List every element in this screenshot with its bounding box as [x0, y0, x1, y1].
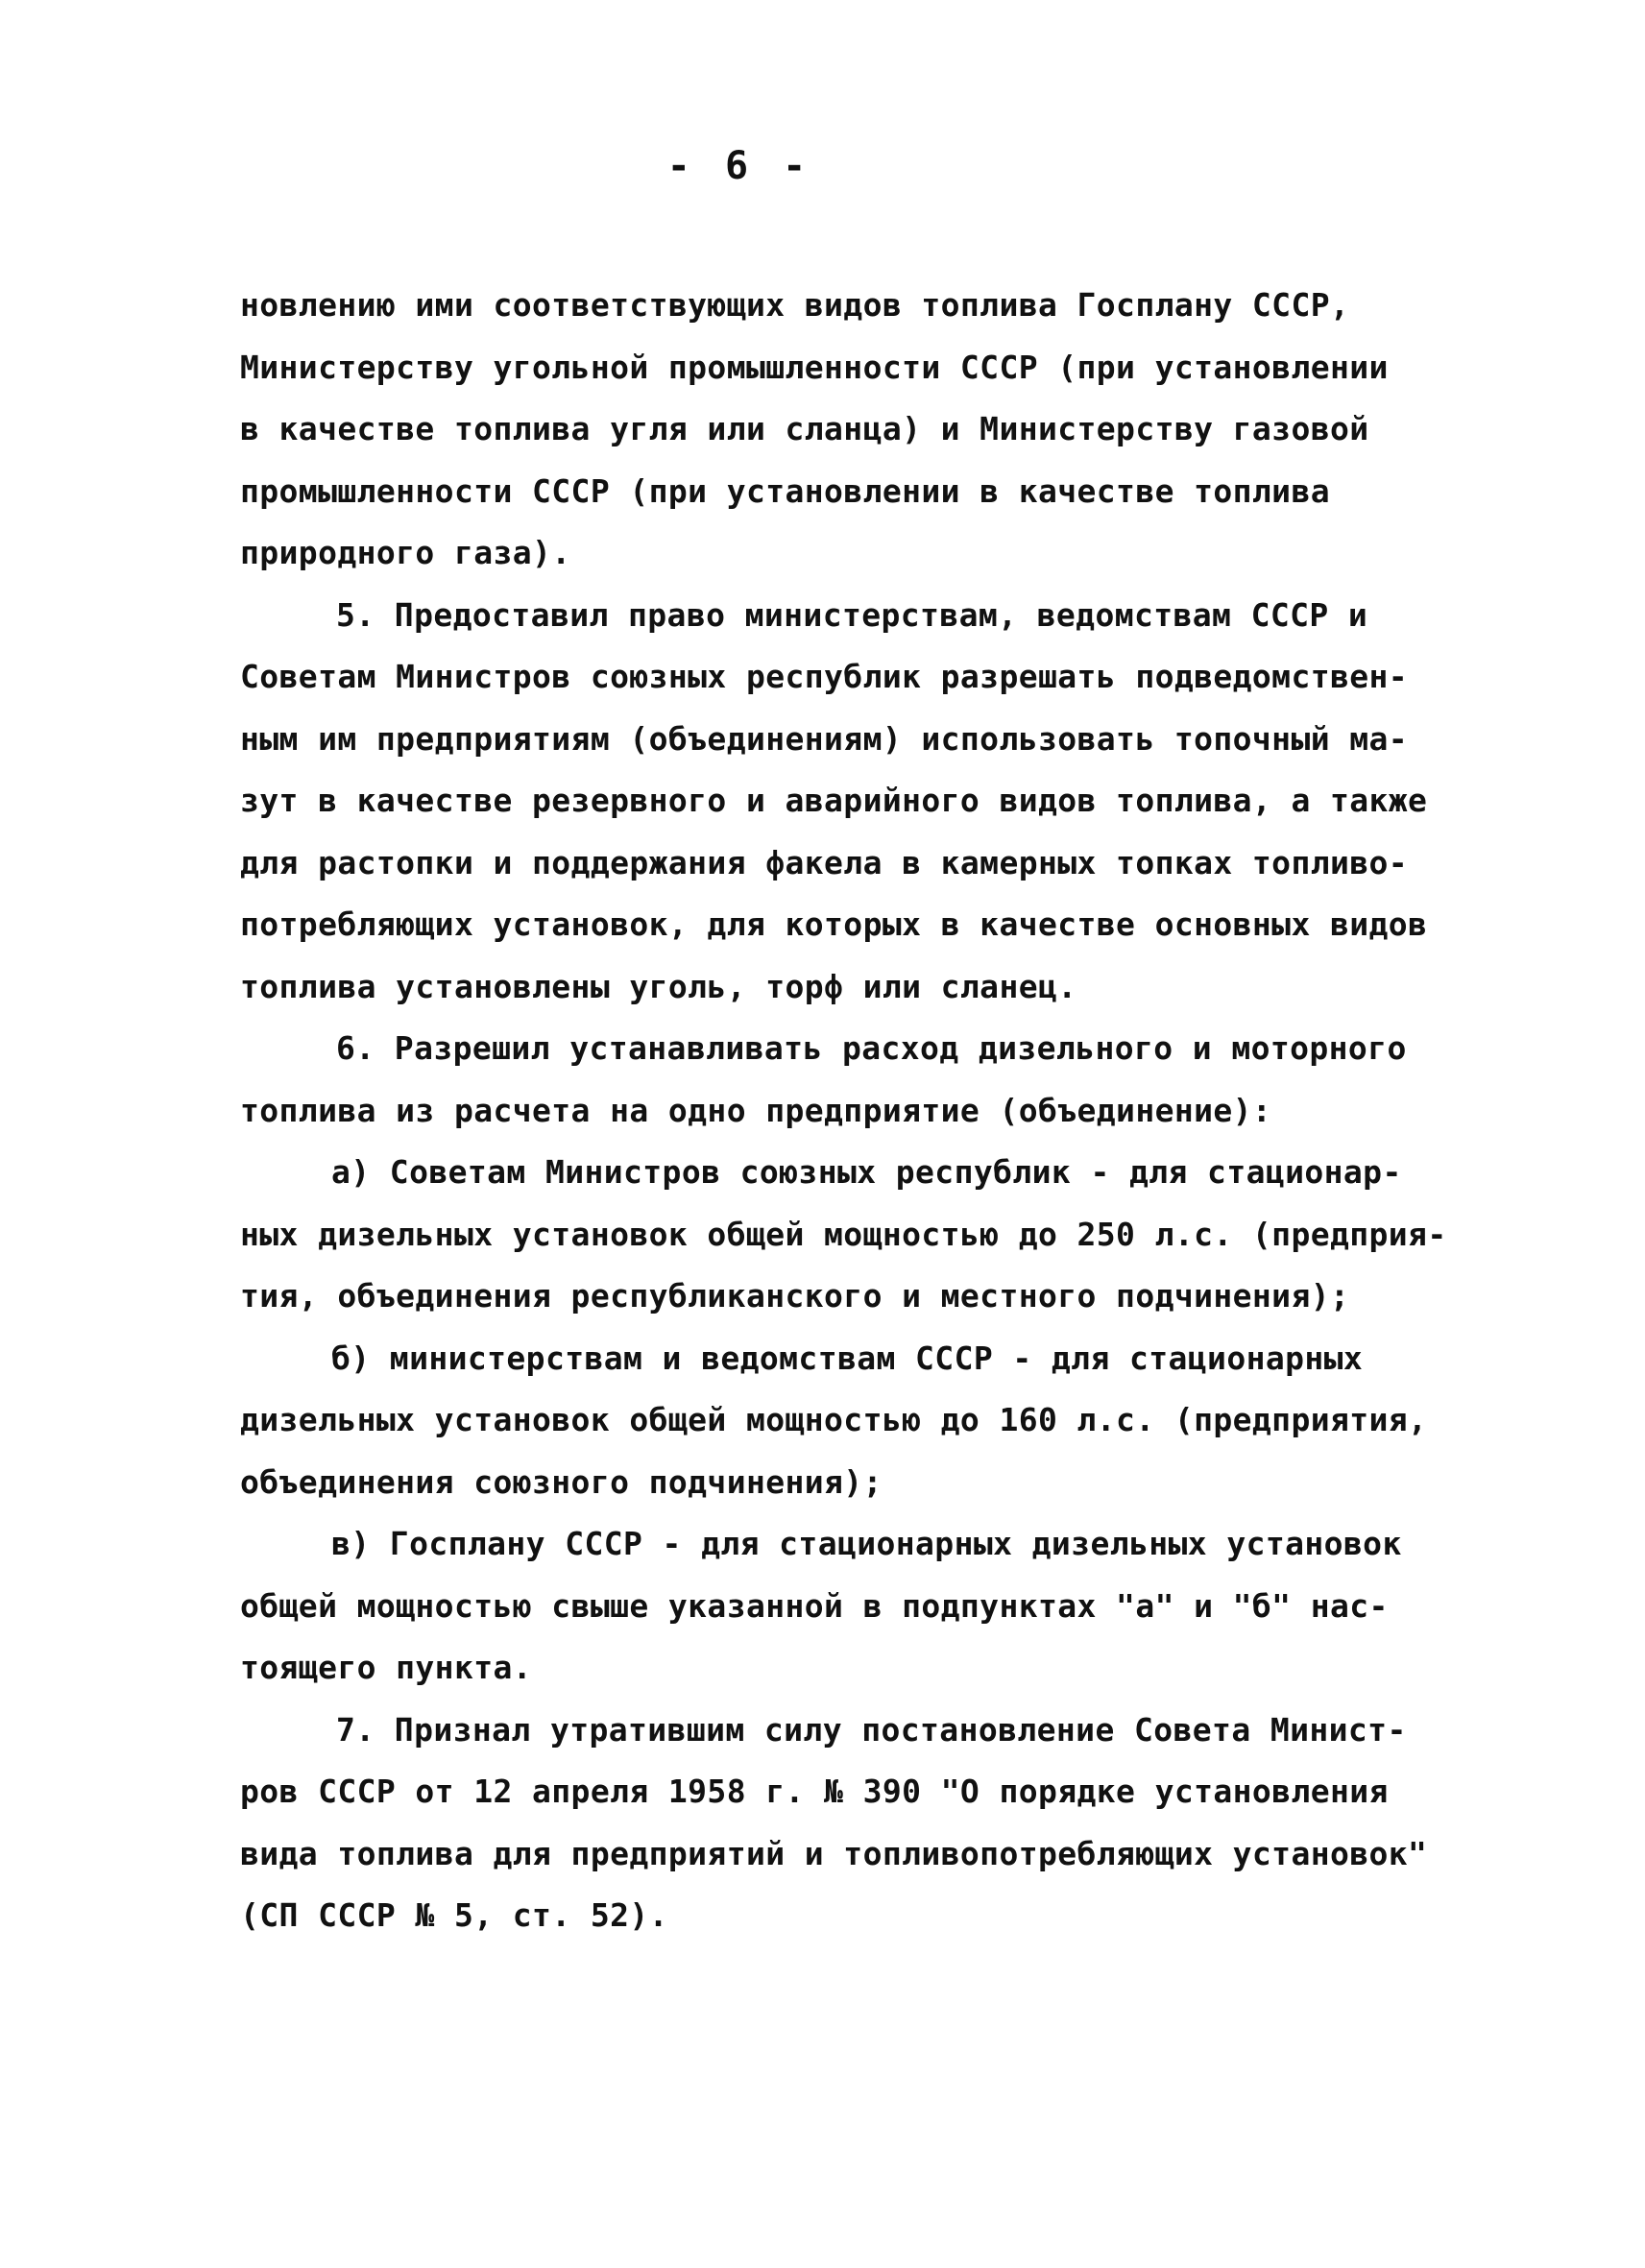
subitem-a-start: а) Советам Министров союзных республик - для стационар-	[331, 1153, 1402, 1191]
paragraph-5-start: 5. Предоставил право министерствам, ведомствам СССР и	[336, 595, 1368, 634]
paragraph-6-start: 6. Разрешил устанавливать расход дизельного и моторного	[336, 1029, 1407, 1067]
text-line: топлива установлены уголь, торф или сланец.	[240, 967, 1077, 1005]
text-line: объединения союзного подчинения);	[240, 1462, 883, 1501]
subitem-v-start: в) Госплану СССР - для стационарных дизельных установок	[331, 1525, 1402, 1562]
text-line: ров СССР от 12 апреля 1958 г. № 390 "О порядке установления	[240, 1773, 1389, 1810]
text-line: ных дизельных установок общей мощностью до 250 л.с. (предприя-	[240, 1215, 1447, 1253]
text-line: Советам Министров союзных республик разрешать подведомствен-	[240, 658, 1409, 695]
text-line: в качестве топлива угля или сланца) и Министерству газовой	[240, 410, 1369, 447]
paragraph-7-start: 7. Признал утратившим силу постановление Совета Минист-	[336, 1710, 1407, 1749]
text-line: зут в качестве резервного и аварийного видов топлива, а также	[240, 782, 1428, 819]
text-line: общей мощностью свыше указанной в подпунктах "а" и "б" нас-	[240, 1586, 1389, 1625]
text-line: ным им предприятиям (объединениям) использовать топочный ма-	[240, 719, 1409, 758]
text-line: тоящего пункта.	[240, 1649, 533, 1686]
text-line: вида топлива для предприятий и топливопотребляющих установок"	[240, 1834, 1428, 1872]
document-body	[240, 275, 1447, 1947]
text-line: (СП СССР № 5, ст. 52).	[240, 1896, 668, 1934]
text-line: тия, объединения республиканского и местного подчинения);	[240, 1277, 1350, 1315]
text-line: топлива из расчета на одно предприятие (объединение):	[240, 1091, 1272, 1129]
text-line: новлению ими соответствующих видов топлива Госплану СССР,	[240, 286, 1350, 324]
text-line: природного газа).	[240, 534, 571, 571]
text-line: потребляющих установок, для которых в качестве основных видов	[240, 905, 1428, 943]
text-line: Министерству угольной промышленности СССР (при установлении	[240, 348, 1389, 386]
text-line: промышленности СССР (при установлении в качестве топлива	[240, 471, 1330, 510]
text-line: дизельных установок общей мощностью до 160 л.с. (предприятия,	[240, 1401, 1428, 1438]
page-number: - 6 -	[666, 144, 812, 188]
subitem-b-start: б) министерствам и ведомствам СССР - для стационарных	[331, 1339, 1364, 1377]
text-line: для растопки и поддержания факела в камерных топках топливо-	[240, 843, 1409, 881]
